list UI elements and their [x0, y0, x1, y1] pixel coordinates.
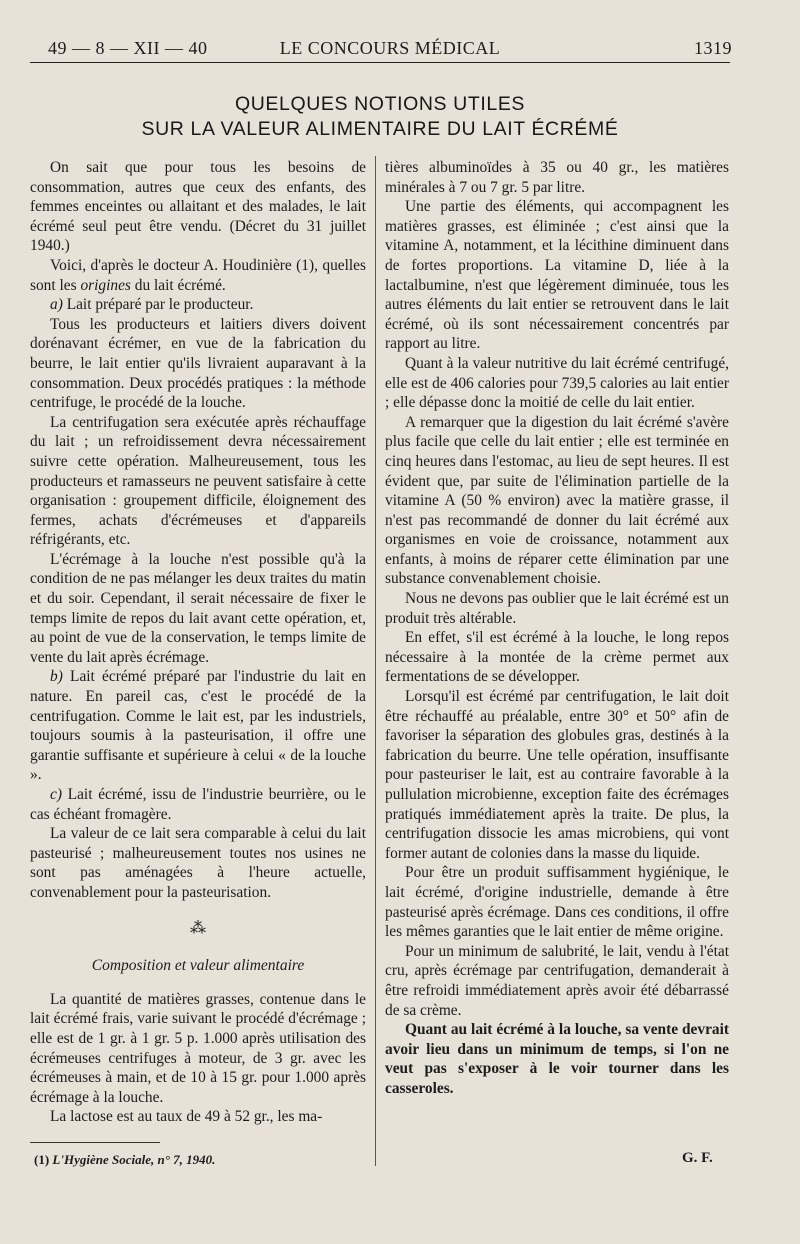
paragraph: A remarquer que la digestion du lait écrémé s'avère plus facile que celle du lait entier ; elle est terminée en cinq heures dans l'estomac, au lieu de sept heures. Il est évident que, par suite de l'élimination partielle de la vitamine A (50 % environ) avec la matière grasse, il n'est pas recommandé de donner du lait écrémé aux organismes en voie de croissance, notamment aux enfants, à moins de réparer cette élimination par une substance convenablement choisie.	[385, 413, 729, 588]
page-number: 1319	[694, 38, 732, 58]
paragraph: En effet, s'il est écrémé à la louche, le long repos nécessaire à la montée de la crème permet aux fermentations de se développer.	[385, 629, 729, 686]
paragraph: La lactose est au taux de 49 à 52 gr., les ma-	[50, 1108, 323, 1126]
issue-date: 49 — 8 — XII — 40	[48, 38, 208, 58]
journal-name: LE CONCOURS MÉDICAL	[279, 38, 501, 58]
footnote-rule	[30, 1142, 160, 1143]
paragraph: Voici, d'après le docteur A. Houdinière (1), quelles sont les origines du lait écrémé.	[30, 256, 366, 294]
paragraph: Tous les producteurs et laitiers divers doivent dorénavant écrémer, en vue de la fabrication du beurre, le lait entier qu'ils livraient auparavant à la consommation. Deux procédés pratiques : la méthode centrifuge, le procédé de la louche.	[30, 315, 366, 412]
title-line-1: QUELQUES NOTIONS UTILES	[234, 93, 526, 115]
title-line-2: SUR LA VALEUR ALIMENTAIRE DU LAIT ÉCRÉMÉ	[141, 118, 619, 140]
footnote	[34, 1152, 215, 1168]
paragraph: On sait que pour tous les besoins de consommation, autres que ceux des enfants, des femmes enceintes ou allaitant et des malades, le lait écrémé seul peut être vendu. (Décret du 31 juillet 1940.)	[30, 159, 366, 255]
paragraph: L'écrémage à la louche n'est possible qu'à la condition de ne pas mélanger les deux traites du matin et du soir. Cependant, il serait nécessaire de fixer le temps limite de repos du lait avant cette opération, et, au point de vue de la conservation, le temps limite de vente du lait après écrémage.	[30, 550, 366, 666]
paragraph: Quant au lait écrémé à la louche, sa vente devrait avoir lieu dans un minimum de temps, si l'on ne veut pas s'exposer à le voir tourner dans les casseroles.	[385, 1021, 729, 1097]
paragraph: La centrifugation sera exécutée après réchauffage du lait ; un refroidissement devra nécessairement suivre cette opération. Malheureusement, tous les producteurs et ramasseurs ne peuvent satisfaire à cette organisation : groupement difficile, éloignement des fermes, achats d'écrémeuses et d'appareils réfrigérants, etc.	[30, 413, 366, 549]
paragraph: Quant à la valeur nutritive du lait écrémé centrifugé, elle est de 406 calories pour 739,5 calories au lait entier ; elle dépasse donc la moitié de celle du lait entier.	[385, 354, 729, 412]
author-signature: G. F.	[682, 1150, 713, 1166]
running-header	[30, 36, 730, 63]
subsection-c: c) Lait écrémé, issu de l'industrie beurrière, ou le cas échéant fromagère.	[30, 786, 366, 823]
section-heading: Composition et valeur alimentaire	[91, 957, 305, 975]
subsection-b: b) Lait écrémé préparé par l'industrie du lait en nature. En pareil cas, c'est le procédé de la centrifugation. Comme le lait est, par les industriels, toujours soumis à la pasteurisation, il offre une garantie suffisante et supérieure à celui « de la louche ».	[30, 668, 366, 784]
article-title	[0, 92, 760, 142]
section-separator: ⁂	[190, 919, 206, 937]
paragraph: Nous ne devons pas oublier que le lait écrémé est un produit très altérable.	[385, 590, 729, 627]
paragraph: La valeur de ce lait sera comparable à celui du lait pasteurisé ; malheureusement toutes nos usines ne sont pas aménagées à l'heure actuelle, convenablement pour la pasteurisation.	[30, 825, 366, 901]
footnote-number: (1)	[34, 1152, 50, 1167]
column-divider	[375, 156, 376, 1166]
right-column	[385, 158, 729, 1099]
paragraph: La quantité de matières grasses, contenue dans le lait écrémé frais, varie suivant le procédé d'écrémage ; elle est de 1 gr. à 1 gr. 5 p. 1.000 après utilisation des écrémeuses centrifuges à moteur, de 3 gr. avec les écrémeuses à main, et de 10 à 15 gr. pour 1.000 après écrémage à la louche.	[30, 990, 366, 1106]
paragraph: Lorsqu'il est écrémé par centrifugation, le lait doit être réchauffé au préalable, entre 30° et 50° afin de favoriser la séparation des globules gras, destinés à la fabrication du beurre. Une telle opération, insuffisante pour pasteuriser le lait, est au contraire favorable à la pullulation microbienne, exception faite des écrémages pratiqués immédiatement après la traite. De plus, la centrifugation dissocie les amas microbiens, qui vont former autant de colonies dans la masse du liquide.	[385, 688, 729, 862]
paragraph: tières albuminoïdes à 35 ou 40 gr., les matières minérales à 7 ou 7 gr. 5 par litre.	[385, 159, 729, 196]
left-column	[30, 158, 366, 1127]
paragraph: Pour un minimum de salubrité, le lait, vendu à l'état cru, après écrémage par centrifugation, demanderait à être refroidi immédiatement après avoir été débarrassé de sa crème.	[385, 942, 729, 1019]
footnote-source: L'Hygiène Sociale, n° 7, 1940.	[52, 1152, 216, 1167]
paragraph: Une partie des éléments, qui accompagnent les matières grasses, est éliminée ; c'est ainsi que la vitamine A, notamment, et la lécithine diminuent dans de fortes proportions. La vitamine D, liée à la lactalbumine, n'est que légèrement diminuée, tous les autres éléments du lait entier se retrouvent dans le lait écrémé, où ils sont nécessairement concentrés par rapport au litre.	[385, 198, 729, 353]
paragraph: Pour être un produit suffisamment hygiénique, le lait écrémé, d'origine industrielle, demande à être pasteurisé après écrémage. Dans ces conditions, il offre les mêmes garanties que le lait entier de même origine.	[385, 864, 729, 941]
subsection-a: a) Lait préparé par le producteur.	[50, 296, 254, 314]
